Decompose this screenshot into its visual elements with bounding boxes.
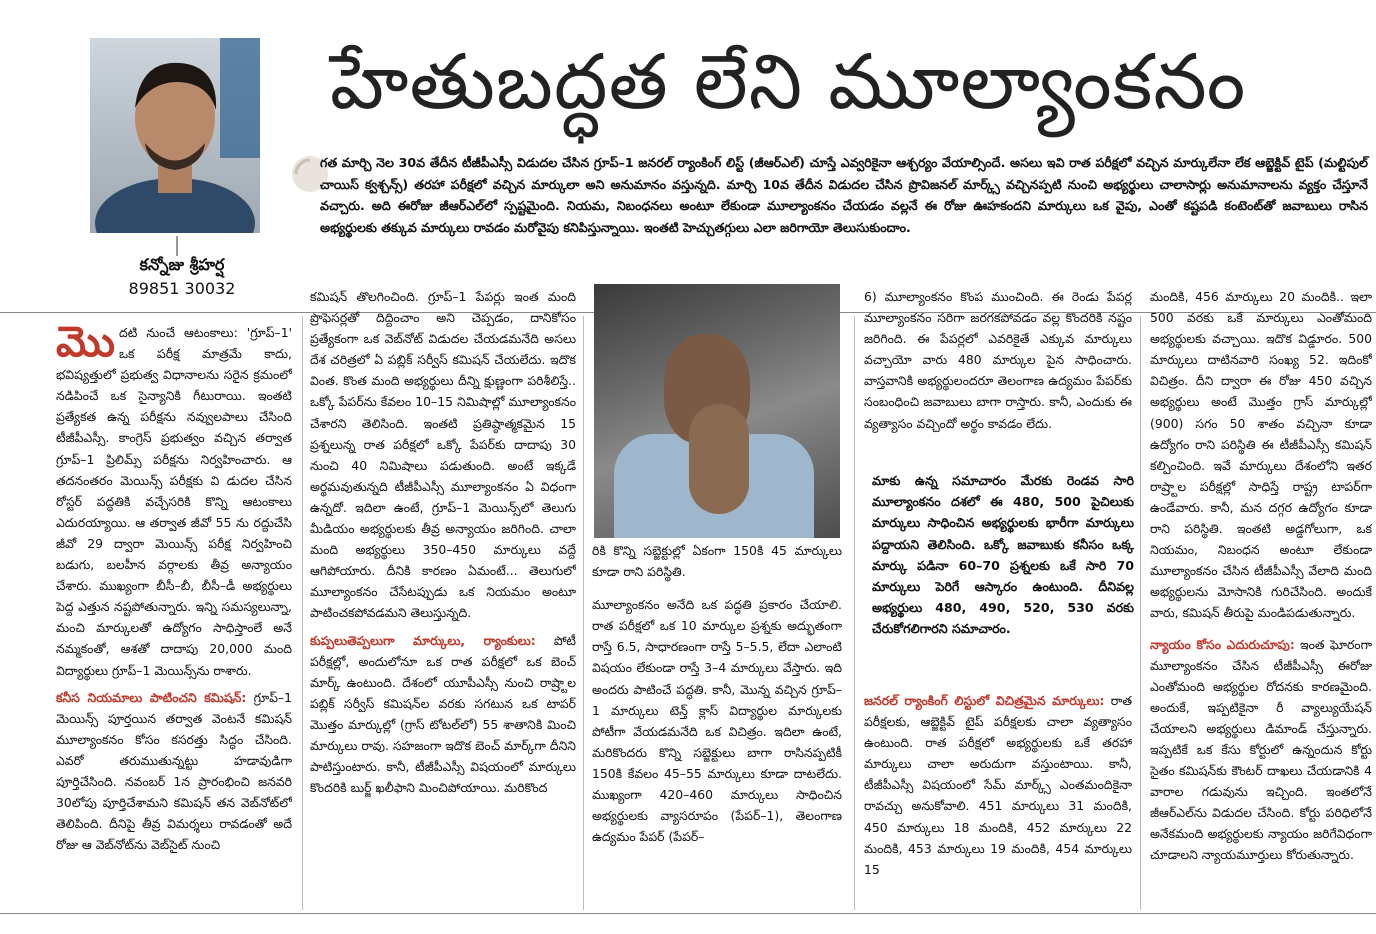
subheading: న్యాయం కోసం ఎదురుచూపు: xyxy=(1150,636,1295,652)
column-5-text-2: ఇంత ఘోరంగా మూల్యాంకనం చేసిన టీజీపీఎస్సీ ఈరోజు ఎంతోమంది అభ్యర్థుల రోదనకు కారణమైంది. అందుకే, ఇప్పటికైనా రీ వ్యాల్యుయేషన్ చేయాలని అభ్యర్థులు డిమాండ్ చేస్తున్నారు. ఇప్పటికే ఒక కేసు కోర్టులో ఉన్నందున కోర్టు సైతం కమిషన్‌కు కౌంటర్ దాఖలు చేయడానికి 4 వారాల గడువును ఇచ్చింది. ఇంతలోనే జీఆర్ఎల్‌ను విడుదల చేసింది. కోర్టు పరిధిలోనే అనేకమంది అభ్యర్థులకు న్యాయం జరిగేవిధంగా చూడాలని న్యాయమూర్తులు కోరుతున్నారు. xyxy=(1150,636,1372,863)
column-1-text-2: గ్రూప్–1 మెయిన్స్ పూర్తయిన తర్వాత వెంటనే కమిషన్ మూల్యాంకనం కోసం కసరత్తు సిద్ధం చేసింది. ఎవరో తరుముతున్నట్టు హడావుడిగా పూర్తిచేసింది. నవంబర్ 1న ప్రారంభించి జనవరి 30లోపు పూర్తిచేశామని కమిషన్ తన వెబ్‌నోట్‌లో తెలిపింది. దీనిపై తీవ్ర విమర్శలు రావడంతో అదే రోజు ఆ వెబ్‌నోట్‌ను వెబ్‌సైట్ నుంచి xyxy=(56,689,292,853)
subheading: కనీస నియమాలు పాటించని కమిషన్: xyxy=(56,689,247,705)
photo-folded-hands-shape xyxy=(689,404,749,514)
bottom-rule xyxy=(0,913,1376,914)
column-2-paragraph-2 xyxy=(310,630,576,799)
article-column-4-bottom xyxy=(864,690,1132,910)
article-column-1 xyxy=(56,322,292,910)
column-1-text-1: దటి నుంచే ఆటంకాలు: 'గ్రూప్–1' ఒక పరీక్ష మాత్రమే కాదు, భవిష్యత్తులో ప్రభుత్వ విధానాలను సరైన క్రమంలో నడిపించే ఒక సైన్యానికి గీటురాయి. ఇంతటి ప్రత్యేకత ఉన్న పరీక్షను నవ్వులపాలు చేసింది టీజీపీఎస్సీ. కాంగ్రెస్ ప్రభుత్వం వచ్చిన తర్వాత గ్రూప్–1 ప్రిలిమ్స్ పరీక్షను నిర్వహించారు. ఆ తదనంతరం మెయిన్స్ పరీక్షకు వి డుదల చేసిన రోస్టర్ పద్ధతికి వచ్చేసరికి కొన్ని ఆటంకాలు ఎదురయ్యాయి. ఆ తర్వాత జీవో 55 ను రద్దుచేసి జీవో 29 ద్వారా మెయిన్స్ పరీక్ష నిర్వహించి బడుగు, బలహీన వర్గాలకు తీవ్ర అన్యాయం చేశారు. ముఖ్యంగా బీసీ–బీ, బీసీ–డీ అభ్యర్థులు పెద్ద ఎత్తున నష్టపోతున్నారు. ఇన్ని సమస్యలున్నా, మంచి మార్కులతో ఉద్యోగం సాధిస్తాంలే అనే నమ్మకంతో, ఆశతో దాదాపు 20,000 మంది విద్యార్థులు గ్రూప్–1 మెయిన్స్‌ను రాశారు. xyxy=(56,325,292,678)
column-separator xyxy=(1140,316,1141,910)
column-5-paragraph-1: మందికి, 456 మార్కులు 20 మందికి.. ఇలా 500 వరకు ఒకే మార్కులు ఎంతోమంది అభ్యర్థులకు వచ్చాయి. ఇదొక విడ్డూరం. 500 మార్కులు దాటినవారి సంఖ్య 52. ఇదింకో విచిత్రం. దీని ద్వారా ఈ రోజు 450 వచ్చిన అభ్యర్థులు అంటే మొత్తం గ్రాస్ మార్కుల్లో (900) సగం 50 శాతం వచ్చినా కూడా ఉద్యోగం రాని పరిస్థితి ఈ టీజీపీఎస్సీ కమిషన్ కల్పించింది. ఇవే మార్కులు దేశంలోని ఇతర రాష్ర్టాల పరీక్షల్లో సాధిస్తే రాష్ట్ర టాపర్‌గా ఉండేవారు. కానీ, మన దగ్గర ఉద్యోగం కూడా రాని పరిస్థితి. ఇంతటి అడ్డగోలుగా, ఒక నియమం, నిబంధన అంటూ లేకుండా మూల్యాంకనం చేసిన టీజీపీఎస్సీ వేలాది మంది అభ్యర్థులను మోసానికి గురిచేసింది. అందుకే వారు, కమిషన్ తీరుపై మండిపడుతున్నారు. xyxy=(1150,289,1372,621)
intro-paragraph: గత మార్చి నెల 30వ తేదీన టీజీపీఎస్సీ విడుదల చేసిన గ్రూప్–1 జనరల్ ర్యాంకింగ్ లిస్ట్ (జీఆర్ఎల్) చూస్తే ఎవ్వరికైనా ఆశ్చర్యం వేయాల్సిందే. అసలు ఇవి రాత పరీక్షలో వచ్చిన మార్కులేనా లేక ఆబ్జెక్టివ్ టైప్ (మల్టిపుల్ చాయిస్ క్వశ్చన్స్) తరహా పరీక్షలో వచ్చిన మార్కులా అని అనుమానం వస్తున్నది. మార్చి 10వ తేదీన విడుదల చేసిన ప్రొవిజనల్ మార్క్స్ వచ్చినప్పటి నుంచి అభ్యర్థులు చాలాసార్లు అనుమానాలను వ్యక్తం చేస్తూనే వచ్చారు. అది ఈరోజు జీఆర్ఎల్‌లో స్పష్టమైంది. నియమ, నిబంధనలు అంటూ లేకుండా మూల్యాంకనం చేయడం వల్లనే ఈ రోజు ఊహకందని మార్కులు ఒక వైపు, ఎంతో కష్టపడి కంటెంట్‌తో జవాబులు రాసిన అభ్యర్థులకు తక్కువ మార్కులు రావడం మరోవైపు కనిపిస్తున్నాయి. ఇంతటి హెచ్చుతగ్గులు ఎలా జరిగాయో తెలుసుకుందాం. xyxy=(320,155,1368,235)
column-4-text-2: రాత పరీక్షలకు, ఆబ్జెక్టివ్ టైప్ పరీక్షలకు చాలా వ్యత్యాసం ఉంటుంది. రాత పరీక్షలో అభ్యర్థులకు ఒకే తరహా మార్కులు చాలా అరుదుగా వస్తుంటాయి. కానీ, టీజీపీఎస్సీ విషయంలో సేమ్ మార్క్స్ ఎంతమందికైనా రావచ్చు అనుకోవాలి. 451 మార్కులు 31 మందికి, 450 మార్కులు 18 మందికి, 452 మార్కులు 22 మందికి, 453 మార్కులు 19 మందికి, 454 మార్కులు 15 xyxy=(864,693,1132,877)
author-photo xyxy=(90,38,260,233)
author-portrait-illustration xyxy=(90,38,260,233)
column-separator xyxy=(302,316,303,910)
column-3-paragraph-1: మూల్యాంకనం అనేది ఒక పద్ధతి ప్రకారం చేయాలి. రాత పరీక్షలో ఒక 10 మార్కుల ప్రశ్నకు అద్భుతంగా రాస్తే 6.5, సాధారణంగా రాస్తే 5–5.5, లేదా ఎలాంటి విషయం లేకుండా రాస్తే 3–4 మార్కులు వేస్తారు. ఇది అందరు పాటించే పద్ధతి. కానీ, మొన్న వచ్చిన గ్రూప్–1 మార్కులు టెన్త్ క్లాస్ విద్యార్థుల మార్కులకు పోటీగా వేయడమనేది ఒక విచిత్రం. ఇదిలా ఉంటే, మరికొందరు కొన్ని సబ్జెక్టులు బాగా రాసినప్పటికీ 150కి కేవలం 45–55 మార్కులు కూడా దాటలేదు. ముఖ్యంగా 420–460 మార్కులు సాధించిన అభ్యర్థులకు వ్యాసరూపం (పేపర్–1), తెలంగాణ ఉద్యమం పేపర్ (పేపర్– xyxy=(592,597,842,845)
column-2-paragraph-1: కమిషన్ తొలగించింది. గ్రూప్–1 పేపర్లు ఇంత మంది ప్రొఫెసర్లతో దిద్దించాం అని చెప్పడం, దానికోసం ప్రత్యేకంగా ఒక వెబ్‌నోట్ విడుదల చేయడమనేది అసలు దేశ చరిత్రలో ఏ పబ్లిక్ సర్వీస్ కమిషన్ చేయలేదు. ఇదొక వింత. కొంత మంది అభ్యర్థులు దీన్ని క్షుణ్ణంగా పరిశీలిస్తే.. ఒక్కో పేపర్‌ను కేవలం 10–15 నిమిషాల్లో మూల్యాంకనం చేశారని తెలిసింది. ఇంతటి ప్రతిష్ఠాత్మకమైన 15 ప్రశ్నలున్న రాత పరీక్షలో ఒక్కో పేపర్‌కు దాదాపు 30 నుంచి 40 నిమిషాలు పడుతుంది. అంటే ఇక్కడే అర్థమవుతున్నది టీజీపీఎస్సీ మూల్యాంకనం ఏ విధంగా ఉన్నదో. ఇదిలా ఉంటే, గ్రూప్–1 మెయిన్స్‌లో తెలుగు మీడియం అభ్యర్థులకు తీవ్ర అన్యాయం జరిగింది. చాలా మంది అభ్యర్థులు 350–450 మార్కులు వద్దే ఆగిపోయారు. దీనికి కారణం ఏమంటే... తెలుగులో మూల్యాంకనం చేసేటప్పుడు ఒక నియమం అంటూ పాటించకపోవడమని తెలుస్తున్నది. xyxy=(310,289,576,621)
highlight-box xyxy=(872,470,1134,640)
author-divider xyxy=(176,236,178,256)
article-column-2 xyxy=(310,286,576,910)
column-2-text-2: పోటీ పరీక్షల్లో, అందులోనూ ఒక రాత పరీక్షలో ఒక బెంచ్ మార్క్ ఉంటుంది. దేశంలో యూపీఎస్సీ నుంచి రాష్ర్టాల పబ్లిక్ సర్వీస్ కమిషన్‌ల వరకు సగటున ఒక టాపర్ మొత్తం మార్కుల్లో (గ్రాస్ టోటల్‌లో) 55 శాతానికి మించి మార్కులు రావు. సహజంగా ఇదొక బెంచ్ మార్క్‌గా దీనిని పాటిస్తుంటారు. కానీ, టీజీపీఎస్సీ విషయంలో మార్కులు కొందరికి బుర్జ్ ఖలీఫాని మించిపోయాయి. మరికొంద xyxy=(310,632,576,796)
subheading: జనరల్ ర్యాంకింగ్ లిస్టులో విచిత్రమైన మార్కులు: xyxy=(864,693,1105,708)
article-column-3 xyxy=(592,540,842,910)
column-1-paragraph-1 xyxy=(56,322,292,681)
author-phone: 89851 30032 xyxy=(128,279,236,298)
subheading: కుప్పలుతెప్పలుగా మార్కులు, ర్యాంకులు: xyxy=(310,632,536,648)
author-name: కన్నోజు శ్రీహర్ష xyxy=(139,255,225,274)
column-1-paragraph-2 xyxy=(56,687,292,856)
article-headline: హేతుబద్ధత లేని మూల్యాంకనం xyxy=(330,37,1247,126)
drop-cap: మొ xyxy=(56,322,115,366)
article-column-4-top xyxy=(864,286,1132,466)
article-column-5 xyxy=(1150,286,1372,910)
column-5-paragraph-2 xyxy=(1150,634,1372,866)
highlight-box-text: మాకు ఉన్న సమాచారం మేరకు రెండవ సారి మూల్యాంకనం దశలో ఈ 480, 500 పైచిలుకు మార్కులు సాధించిన అభ్యర్థులకు భారీగా మార్కులు పద్దాయని తెలిసింది. ఒక్కో జవాబుకు కనీసం ఒక్క మార్కు పడినా 60–70 ప్రశ్నలకు ఒకే సారి 70 మార్కులు పెరిగే ఆస్కారం ఉంటుంది. దీనివల్ల అభ్యర్థులు 480, 490, 520, 530 వరకు చేరుకోగలిగారని సమాచారం. xyxy=(872,473,1134,637)
column-separator xyxy=(583,316,584,910)
column-4-paragraph-2 xyxy=(864,690,1132,880)
column-4-paragraph-1: 6) మూల్యాంకనం కొంప ముంచింది. ఈ రెండు పేపర్ల మూల్యాంకనం సరిగా జరగకపోవడం వల్ల కొందరికి నష్టం జరిగింది. ఈ పేపర్లలో ఎవరికైతే ఎక్కువ మార్కులు వచ్చాయో వారు 480 మార్కుల పైన సాధించారు. వాస్తవానికి అభ్యర్థులందరూ తెలంగాణ ఉద్యమం పేపర్‌కు సంబంధించి జవాబులు బాగా రాస్తారు. కానీ, ఎందుకు ఈ వ్యత్యాసం వచ్చిందో అర్థం కావడం లేదు. xyxy=(864,289,1132,431)
column-3-paragraph-0: రికి కొన్ని సబ్జెక్టుల్లో ఏకంగా 150కి 45 మార్కులు కూడా రాని పరిస్థితి. xyxy=(592,543,842,580)
article-intro xyxy=(320,152,1368,238)
column-separator xyxy=(854,316,855,910)
protest-photo xyxy=(594,284,840,538)
